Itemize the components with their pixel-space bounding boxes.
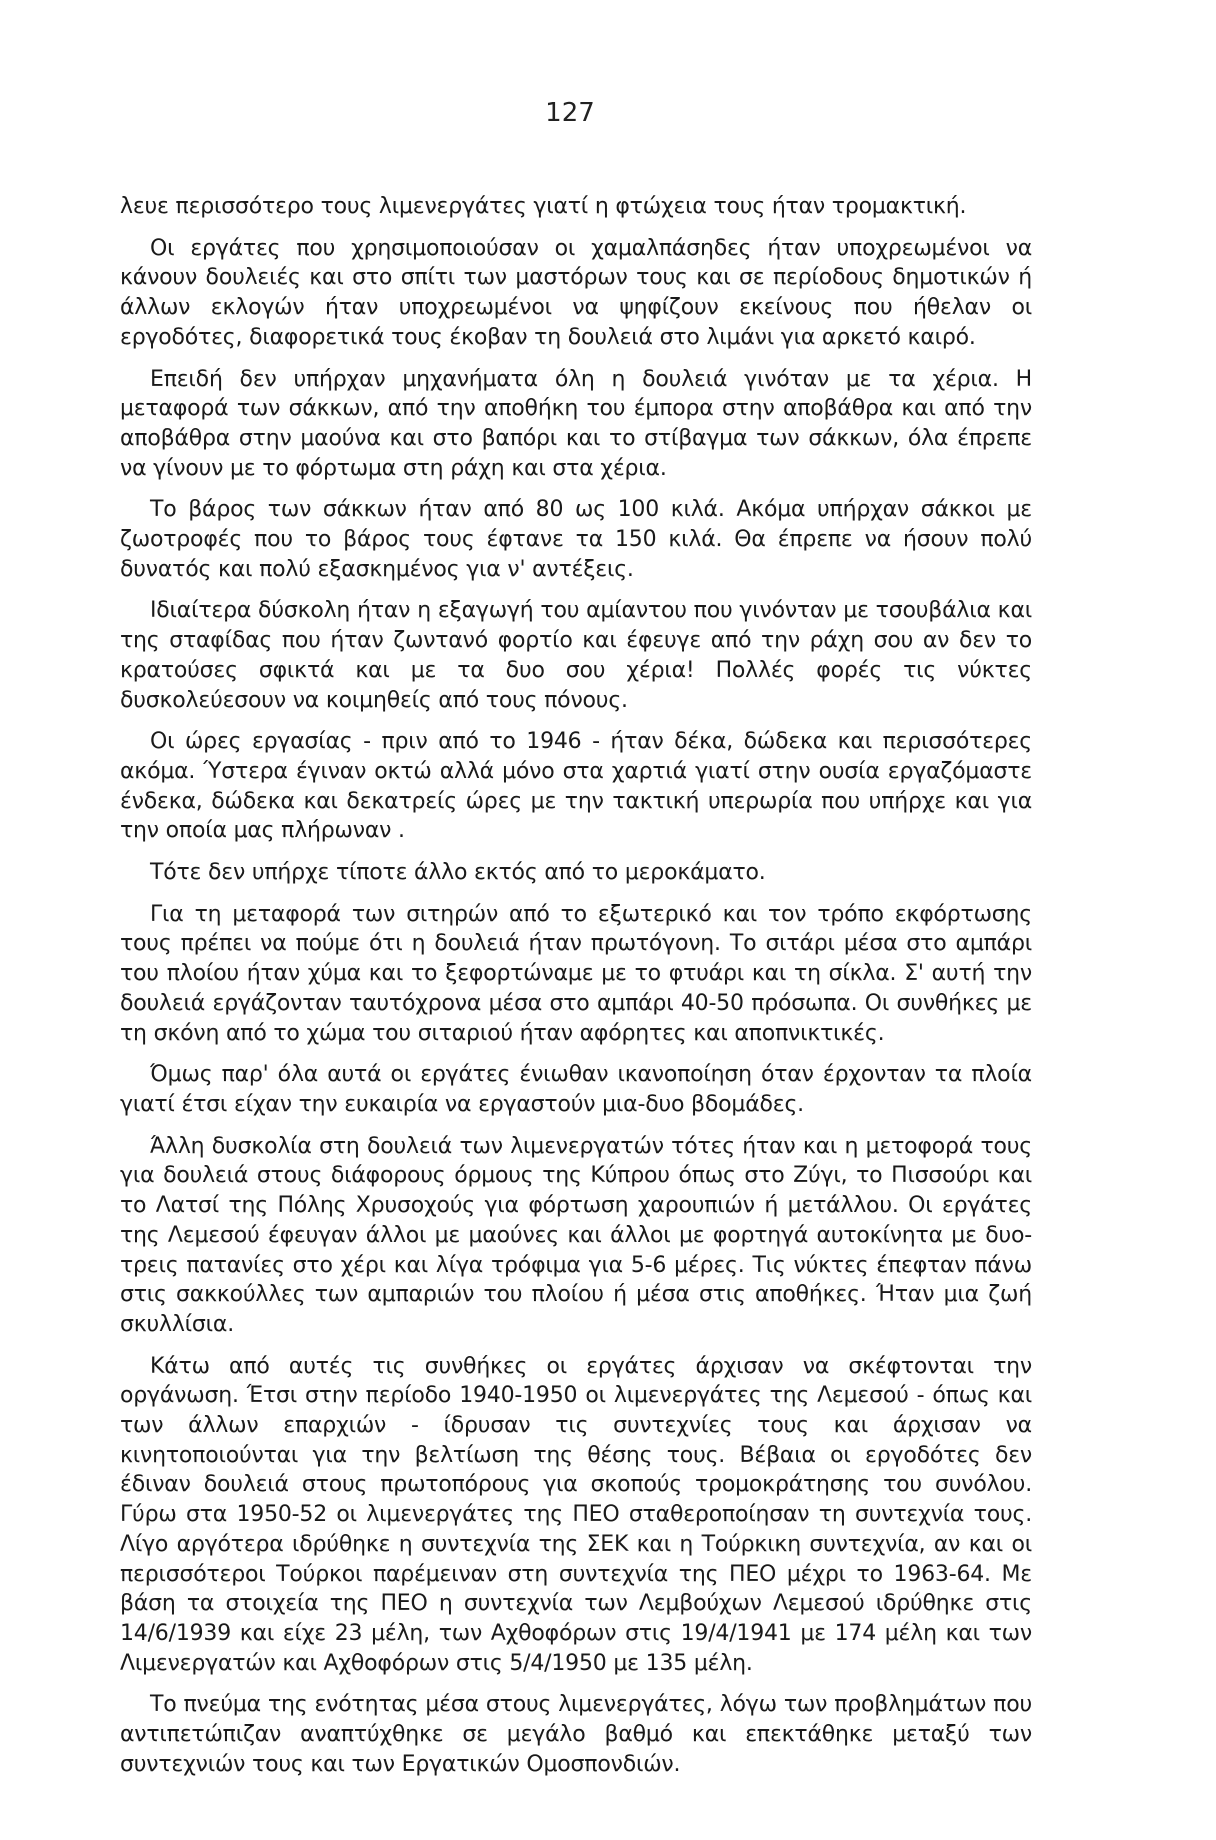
paragraph: Οι ώρες εργασίας - πριν από το 1946 - ήταν δέκα, δώδεκα και περισσότερες ακόμα. Ύστερα έγιναν οκτώ αλλά μόνο στα χαρτιά γιατί στην ουσία εργαζόμαστε ένδεκα, δώδεκα και δεκατρείς ώρες με την τακτική υπερωρία που υπήρχε και για την οποία μας πλήρωναν . [120,729,1032,844]
paragraph: Επειδή δεν υπήρχαν μηχανήματα όλη η δουλειά γινόταν με τα χέρια. Η μεταφορά των σάκκων, από την αποθήκη του έμπορα στην αποβάθρα και από την αποβάθρα στην μαούνα και στο βαπόρι και το στίβαγμα των σάκκων, όλα έπρεπε να γίνουν με το φόρτωμα στη ράχη και στα χέρια. [120,366,1032,481]
paragraph: Άλλη δυσκολία στη δουλειά των λιμενεργατών τότες ήταν και η μετοφορά τους για δουλειά στους διάφορους όρμους της Κύπρου όπως στο Ζύγι, το Πισσούρι και το Λατσί της Πόλης Χρυσοχούς για φόρτωση χαρουπιών ή μετάλλου. Οι εργάτες της Λεμεσού έφευγαν άλλοι με μαούνες και άλλοι με φορτηγά αυτοκίνητα με δυο-τρεις πατανίες στο χέρι και λίγα τρόφιμα για 5-6 μέρες. Τις νύκτες έπεφταν πάνω στις σακκούλλες των αμπαριών του πλοίου ή μέσα στις αποθήκες. Ήταν μια ζωή σκυλλίσια. [120,1133,1032,1337]
paragraph: Ιδιαίτερα δύσκολη ήταν η εξαγωγή του αμίαντου που γινόνταν με τσουβάλια και της σταφίδας που ήταν ζωντανό φορτίο και έφευγε από την ράχη σου αν δεν το κρατούσες σφικτά και με τα δυο σου χέρια! Πολλές φορές τις νύκτες δυσκολεύεσουν να κοιμηθείς από τους πόνους. [120,598,1032,713]
paragraph: Το πνεύμα της ενότητας μέσα στους λιμενεργάτες, λόγω των προβλημάτων που αντιπετώπιζαν αναπτύχθηκε σε μεγάλο βαθμό και επεκτάθηκε μεταξύ των συντεχνιών τους και των Εργατικών Ομοσπονδιών. [120,1692,1032,1777]
paragraph: Όμως παρ' όλα αυτά οι εργάτες ένιωθαν ικανοποίηση όταν έρχονταν τα πλοία γιατί έτσι είχαν την ευκαιρία να εργαστούν μια-δυο βδομάδες. [120,1062,1032,1117]
paragraph: λευε περισσότερο τους λιμενεργάτες γιατί η φτώχεια τους ήταν τρομακτική. [120,194,967,219]
paragraph: Για τη μεταφορά των σιτηρών από το εξωτερικό και τον τρόπο εκφόρτωσης τους πρέπει να πούμε ότι η δουλειά ήταν πρωτόγονη. Το σιτάρι μέσα στο αμπάρι του πλοίου ήταν χύμα και το ξεφορτώναμε με το φτυάρι και τη σίκλα. Σ' αυτή την δουλειά εργάζονταν ταυτόχρονα μέσα στο αμπάρι 40-50 πρόσωπα. Οι συνθήκες με τη σκόνη από το χώμα του σιταριού ήταν αφόρητες και αποπνικτικές. [120,901,1032,1046]
paragraph: Τότε δεν υπήρχε τίποτε άλλο εκτός από το μεροκάματο. [150,860,766,886]
page-number: 127 [545,98,595,128]
paragraph: Το βάρος των σάκκων ήταν από 80 ως 100 κιλά. Ακόμα υπήρχαν σάκκοι με ζωοτροφές που το βάρος τους έφτανε τα 150 κιλά. Θα έπρεπε να ήσουν πολύ δυνατός και πολύ εξασκημένος για ν' αντέξεις. [120,497,1032,582]
paragraph: Οι εργάτες που χρησιμοποιούσαν οι χαμαλπάσηδες ήταν υποχρεωμένοι να κάνουν δουλειές και στο σπίτι των μαστόρων τους και σε περίοδους δημοτικών ή άλλων εκλογών ήταν υποχρεωμένοι να ψηφίζουν εκείνους που ήθελαν οι εργοδότες, διαφορετικά τους έκοβαν τη δουλειά στο λιμάνι για αρκετό καιρό. [120,235,1032,350]
paragraph: Κάτω από αυτές τις συνθήκες οι εργάτες άρχισαν να σκέφτονται την οργάνωση. Έτσι στην περίοδο 1940-1950 οι λιμενεργάτες της Λεμεσού - όπως και των άλλων επαρχιών - ίδρυσαν τις συντεχνίες τους και άρχισαν να κινητοποιούνται για την βελτίωση της θέσης τους. Βέβαια οι εργοδότες δεν έδιναν δουλειά στους πρωτοπόρους για σκοπούς τρομοκράτησης του συνόλου. Γύρω στα 1950-52 οι λιμενεργάτες της ΠΕΟ σταθεροποίησαν τη συντεχνία τους. Λίγο αργότερα ιδρύθηκε η συντεχνία της ΣΕΚ και η Τούρκικη συντεχνία, αν και οι περισσότεροι Τούρκοι παρέμειναν στη συντεχνία της ΠΕΟ μέχρι το 1963-64. Με βάση τα στοιχεία της ΠΕΟ η συντεχνία των Λεμβούχων Λεμεσού ιδρύθηκε στις 14/6/1939 και είχε 23 μέλη, των Αχθοφόρων στις 19/4/1941 με 174 μέλη και των Λιμενεργατών και Αχθοφόρων στις 5/4/1950 με 135 μέλη. [120,1353,1032,1676]
body-text [120,192,1032,1791]
